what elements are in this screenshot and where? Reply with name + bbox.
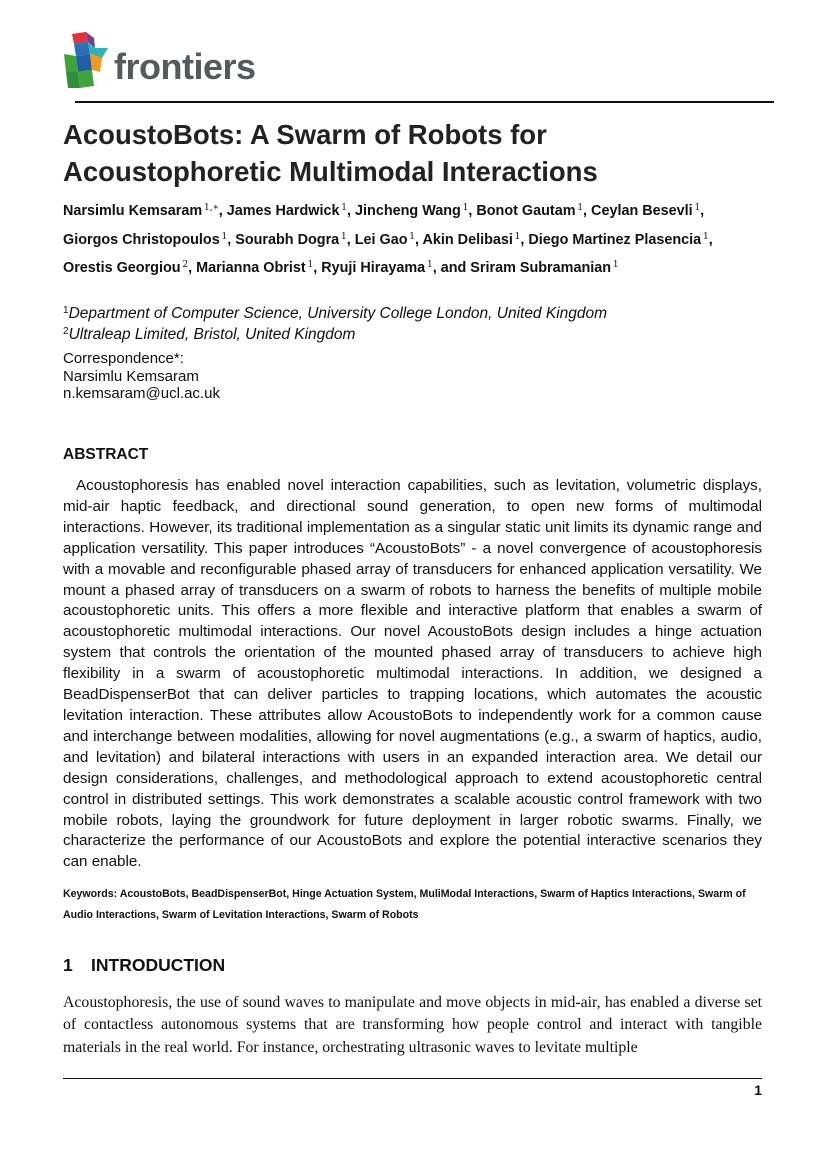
section-heading <box>63 955 225 976</box>
author <box>591 203 704 219</box>
affiliation-1-number: 1 <box>63 305 69 316</box>
author-affiliation-marker: 1 <box>701 231 709 242</box>
author-affiliation-marker: 1 <box>407 231 416 242</box>
author <box>63 232 235 248</box>
correspondence-email[interactable]: n.kemsaram@ucl.ac.uk <box>63 385 220 402</box>
author-name: Diego Martinez Plasencia <box>528 231 702 248</box>
correspondence-block <box>63 350 220 403</box>
author-separator: , <box>583 203 592 219</box>
author-separator: , <box>520 231 529 248</box>
author-separator: , <box>700 203 705 219</box>
affiliation-2-number: 2 <box>63 326 69 337</box>
affiliation-2 <box>63 322 355 345</box>
author-separator: , <box>708 231 713 248</box>
author <box>423 232 529 248</box>
author-affiliation-marker: 2 <box>180 260 189 271</box>
author <box>63 260 196 276</box>
author-affiliation-marker: 1 <box>339 231 347 242</box>
author-affiliation-marker: 1 <box>512 231 521 242</box>
author-separator: , <box>188 260 197 277</box>
author-affiliation-marker: 1 <box>692 203 701 213</box>
author-name: Bonot Gautam <box>476 203 576 219</box>
author <box>355 203 476 219</box>
author <box>441 260 619 276</box>
author-separator: , <box>415 231 423 248</box>
author-affiliation-marker: 1 <box>305 260 314 271</box>
page-number: 1 <box>754 1082 762 1098</box>
author-affiliation-marker: 1 <box>425 260 433 271</box>
author <box>63 203 227 219</box>
author-name: Lei Gao <box>354 231 408 248</box>
author-separator: , <box>347 203 356 219</box>
frontiers-logo[interactable] <box>62 32 272 92</box>
affiliation-1 <box>63 301 607 324</box>
correspondence-label: Correspondence*: <box>63 350 184 367</box>
author-separator: , <box>227 231 236 248</box>
author-name: Jincheng Wang <box>355 203 461 219</box>
author-separator: , <box>218 203 227 219</box>
author <box>196 260 321 276</box>
author <box>321 260 441 276</box>
author-name: Giorgos Christopoulos <box>63 231 220 248</box>
footer-rule <box>63 1078 762 1079</box>
author-affiliation-marker: 1 <box>575 203 584 213</box>
author <box>476 203 591 219</box>
abstract-heading: ABSTRACT <box>63 446 149 463</box>
author-name: Akin Delibasi <box>422 231 513 248</box>
section-number: 1 <box>63 955 73 975</box>
author-name: Orestis Georgiou <box>63 260 181 277</box>
section-title: INTRODUCTION <box>91 955 226 975</box>
keywords: Keywords: AcoustoBots, BeadDispenserBot, Hinge Actuation System, MuliModal Interactions, Swarm of Haptics Interactions, Swarm of Audio Interactions, Swarm of Levitation Interactions, Swarm of Robots <box>63 888 746 921</box>
affiliation-2-text: Ultraleap Limited, Bristol, United Kingdom <box>68 326 356 343</box>
abstract-text: Acoustophoresis has enabled novel interaction capabilities, such as levitation, volumetric displays, mid-air haptic feedback, and directional sound generation, to open new forms of multimodal interactions. However, its traditional implementation as a singular static unit limits its dynamic range and application versatility. This paper introduces “AcoustoBots” - a novel convergence of acoustophoresis with a movable and reconfigurable phased array of transducers for enhanced application versatility. We mount a phased array of transducers on a swarm of robots to harness the benefits of multiple mobile acoustophoretic units. This offers a more flexible and interactive platform that enables a swarm of acoustophoretic multimodal interactions. Our novel AcoustoBots design includes a hinge actuation system that controls the orientation of the mounted phased array of transducers to achieve high flexibility in a swarm of acoustophoretic multimodal interactions. In addition, we designed a BeadDispenserBot that can deliver particles to trapping locations, which automates the acoustic levitation interaction. These attributes allow AcoustoBots to independently work for a common cause and interchange between modalities, allowing for novel augmentations (e.g., a swarm of haptics, audio, and levitation) and bilateral interactions with users in an expanded interaction area. We detail our design considerations, challenges, and methodological approach to extend acoustophoretic central control in distributed settings. This work demonstrates a scalable acoustic control framework with two mobile robots, laying the groundwork for future deployment in larger robotic swarms. Finally, we characterize the performance of our AcoustoBots and explore the potential interactive scenarios they can enable. <box>63 477 762 871</box>
affiliation-1-text: Department of Computer Science, University College London, United Kingdom <box>68 305 608 322</box>
author-separator: , <box>468 203 477 219</box>
author-affiliation-marker: 1 <box>339 203 348 213</box>
author <box>235 232 354 248</box>
author <box>528 232 712 248</box>
author-name: Sourabh Dogra <box>235 231 340 248</box>
header-rule <box>75 101 774 103</box>
author-name: James Hardwick <box>226 203 340 219</box>
author-affiliation-marker: 1 <box>611 260 619 271</box>
frontiers-cube-icon <box>62 32 110 90</box>
author <box>355 232 423 248</box>
author-name: Ceylan Besevli <box>591 203 693 219</box>
correspondence-name: Narsimlu Kemsaram <box>63 367 199 385</box>
author-name: Narsimlu Kemsaram <box>63 203 203 219</box>
paper-title: AcoustoBots: A Swarm of Robots for Acoustophoretic Multimodal Interactions <box>63 119 598 187</box>
frontiers-wordmark: frontiers <box>114 46 256 87</box>
author-name: Marianna Obrist <box>196 260 306 277</box>
author-list <box>63 196 763 282</box>
author-name: Ryuji Hirayama <box>321 260 426 277</box>
author-affiliation-marker: 1 <box>219 231 228 242</box>
author <box>227 203 355 219</box>
author-separator: , <box>432 260 441 277</box>
author-separator: , <box>313 260 322 277</box>
author-affiliation-marker: 1 <box>460 203 469 213</box>
author-affiliation-marker: 1,∗ <box>202 203 219 213</box>
author-name: and Sriram Subramanian <box>440 260 612 277</box>
author-separator: , <box>346 231 355 248</box>
introduction-text: Acoustophoresis, the use of sound waves to manipulate and move objects in mid-air, has enabled a diverse set of contactless autonomous systems that are transforming how people control and interact with tangible materials in the real world. For instance, orchestrating ultrasonic waves to levitate multiple <box>63 994 762 1056</box>
